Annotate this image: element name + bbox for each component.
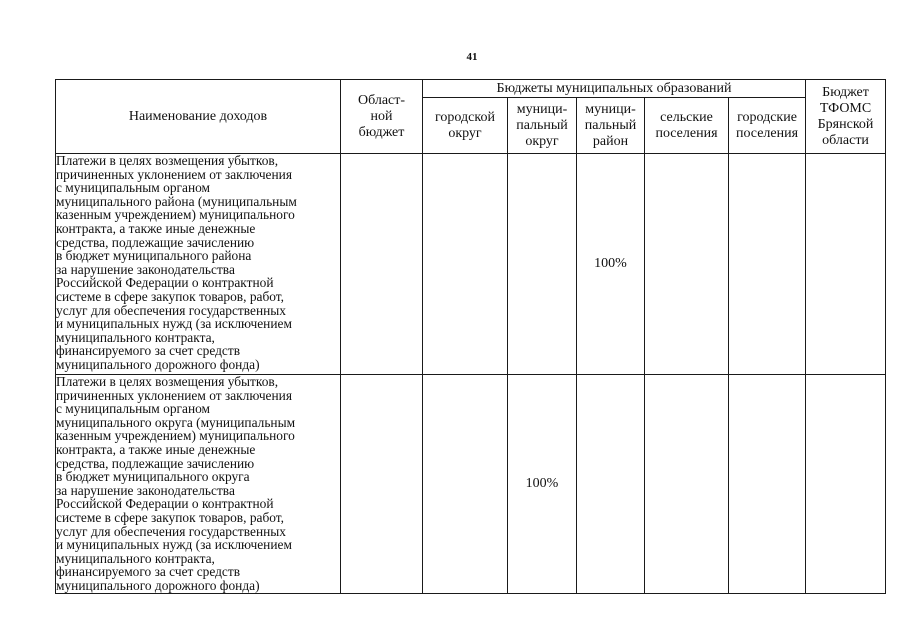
revenue-name-line: муниципального дорожного фонда) [56,577,260,593]
municipal-okrug-value [508,154,577,375]
table-row [56,375,886,594]
revenue-name-line: в бюджет муниципального округа [56,469,250,485]
revenue-name-line: за нарушение законодательства [56,482,235,498]
header-municipal-budgets: Бюджеты муниципальных образований [423,80,806,98]
urban-settlements-value [729,375,806,594]
header-regional-budget: Област- ной бюджет [341,80,423,154]
revenue-name-line: казенным учреждением) муниципального [56,428,295,444]
rural-settlements-value [645,375,729,594]
revenue-name-line: причиненных уклонением от заключения [56,387,292,403]
revenue-name-line: муниципального дорожного фонда) [56,356,260,372]
revenue-name-line: Платежи в целях возмещения убытков, [56,153,279,168]
revenue-name-line: причиненных уклонением от заключения [56,166,292,182]
revenue-name-line: и муниципальных нужд (за исключением [56,537,292,553]
revenue-name-line: контракта, а также иные денежные [56,441,256,457]
header-rural-settlements: сельские поселения [645,98,729,154]
revenue-name-line: муниципального округа (муниципальным [56,414,296,430]
revenue-name-cell [56,375,341,594]
municipal-okrug-value: 100% [508,375,577,594]
tfoms-budget-value [806,154,886,375]
regional-budget-value [341,154,423,375]
revenue-name-text [56,154,340,372]
tfoms-budget-value [806,375,886,594]
revenue-name-line: Платежи в целях возмещения убытков, [56,374,279,389]
urban-district-value [423,154,508,375]
header-urban-settlements: городские поселения [729,98,806,154]
header-tfoms-budget: Бюджет ТФОМС Брянской области [806,80,886,154]
revenue-name-line: услуг для обеспечения государственных [56,523,286,539]
rural-settlements-value [645,154,729,375]
header-revenue-name: Наименование доходов [56,80,341,154]
revenue-name-line: за нарушение законодательства [56,261,235,277]
header-municipal-raion: муници- пальный район [577,98,645,154]
urban-settlements-value [729,154,806,375]
revenue-name-line: Российской Федерации о контрактной [56,275,274,291]
revenue-name-line: Российской Федерации о контрактной [56,496,274,512]
revenue-name-line: и муниципальных нужд (за исключением [56,316,292,332]
urban-district-value [423,375,508,594]
revenue-name-line: средства, подлежащие зачислению [56,234,255,250]
revenue-name-line: муниципального контракта, [56,329,215,345]
revenue-name-text [56,375,340,593]
revenue-name-line: с муниципальным органом [56,180,211,196]
revenue-distribution-table [55,79,886,594]
header-urban-district: городской округ [423,98,508,154]
revenue-name-line: с муниципальным органом [56,401,211,417]
municipal-raion-value: 100% [577,154,645,375]
page-number: 41 [466,51,478,63]
revenue-name-line: финансируемого за счет средств [56,343,241,359]
municipal-raion-value [577,375,645,594]
revenue-name-line: услуг для обеспечения государственных [56,302,286,318]
revenue-name-line: муниципального района (муниципальным [56,193,297,209]
revenue-name-line: казенным учреждением) муниципального [56,207,295,223]
revenue-name-line: средства, подлежащие зачислению [56,455,255,471]
revenue-name-line: системе в сфере закупок товаров, работ, [56,288,284,304]
revenue-name-line: финансируемого за счет средств [56,564,241,580]
revenue-name-line: системе в сфере закупок товаров, работ, [56,509,284,525]
revenue-name-line: в бюджет муниципального района [56,248,252,264]
header-municipal-okrug: муници- пальный округ [508,98,577,154]
revenue-name-line: муниципального контракта, [56,550,215,566]
table-row [56,154,886,375]
regional-budget-value [341,375,423,594]
revenue-name-line: контракта, а также иные денежные [56,220,256,236]
revenue-name-cell [56,154,341,375]
